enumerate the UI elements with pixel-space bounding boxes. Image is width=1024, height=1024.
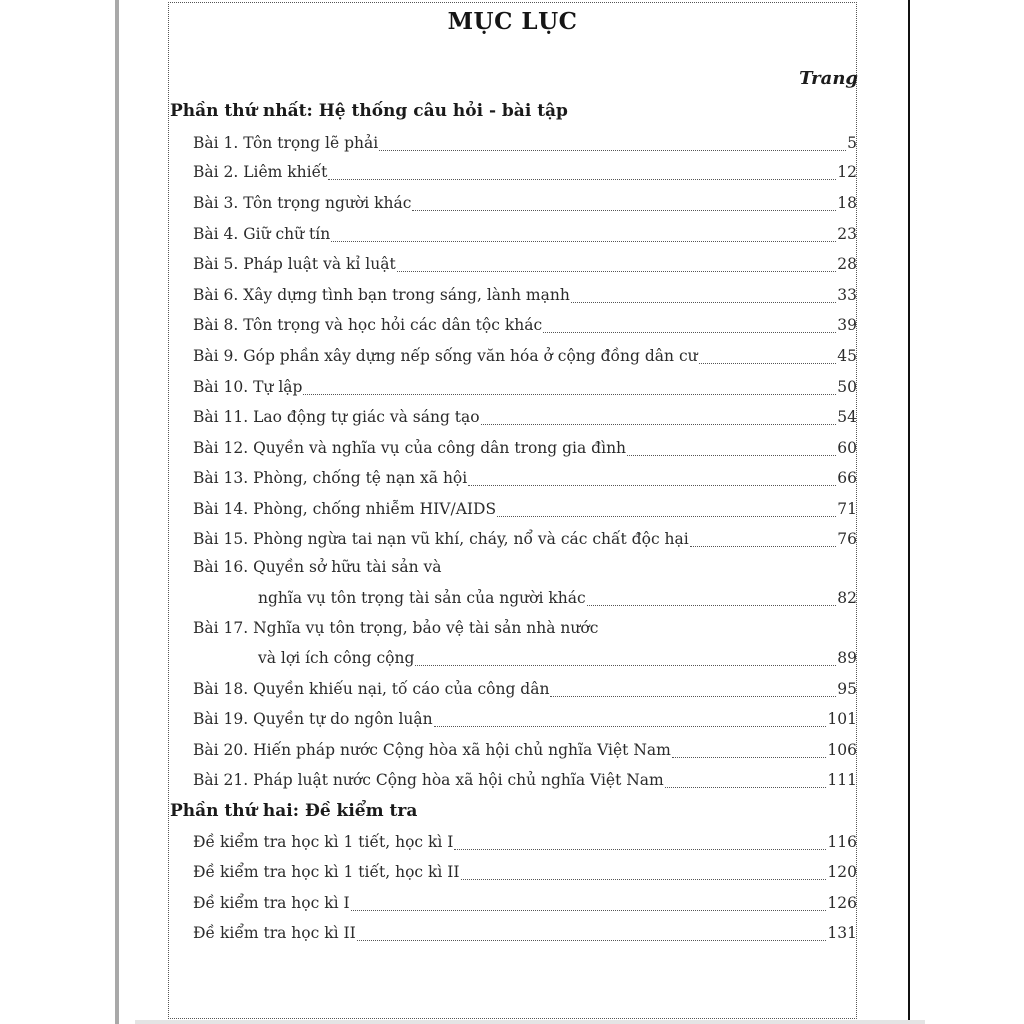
toc-entry-page: 95 [837,680,857,698]
toc-entry-label: Bài 20. Hiến pháp nước Cộng hòa xã hội chủ nghĩa Việt Nam [193,741,671,759]
toc-entry-label: Bài 8. Tôn trọng và học hỏi các dân tộc khác [193,316,543,334]
toc-entry-page: 120 [827,863,857,881]
toc-entry-page: 101 [827,710,857,728]
dot-leader [303,394,836,395]
dot-leader [412,210,836,211]
toc-entry[interactable] [193,316,857,338]
toc-entry-label: Bài 9. Góp phần xây dựng nếp sống văn hóa ở cộng đồng dân cư [193,347,698,365]
toc-entry[interactable] [193,194,857,216]
toc-entry-label: Đề kiểm tra học kì 1 tiết, học kì I [193,833,454,851]
page-bottom-edge [135,1020,925,1024]
toc-entry-page: 23 [837,225,857,243]
dot-leader [543,332,836,333]
part2-heading: Phần thứ hai: Đề kiểm tra [170,801,418,821]
toc-entry-label: Bài 19. Quyền tự do ngôn luận [193,710,433,728]
dot-leader [331,241,836,242]
toc-entry-page: 39 [837,316,857,334]
dot-leader [481,424,837,425]
toc-entry-label: Bài 10. Tự lập [193,378,303,396]
toc-entry[interactable] [193,347,857,369]
toc-entry-label: Bài 5. Pháp luật và kỉ luật [193,255,396,273]
toc-entry-page: 89 [837,649,857,667]
toc-entry-page: 111 [827,771,857,789]
dot-leader [665,787,827,788]
toc-entry-label: Bài 16. Quyền sở hữu tài sản và [193,558,442,576]
part1-heading: Phần thứ nhất: Hệ thống câu hỏi - bài tập [170,101,568,121]
toc-entry-label: Đề kiểm tra học kì II [193,924,356,942]
dot-leader [587,605,837,606]
dot-leader [627,455,836,456]
dot-leader [690,546,837,547]
toc-entry-page: 76 [837,530,857,548]
toc-entry-page: 18 [837,194,857,212]
dot-leader [468,485,836,486]
toc-entry[interactable] [193,741,857,763]
toc-entry[interactable] [193,255,857,277]
toc-entry-page: 5 [847,134,857,152]
toc-entry-label: nghĩa vụ tôn trọng tài sản của người khác [258,589,586,607]
dot-leader [699,363,837,364]
toc-entry-page: 50 [837,378,857,396]
toc-entry-page: 60 [837,439,857,457]
toc-entry-page: 45 [837,347,857,365]
toc-entry[interactable] [193,680,857,702]
toc-entry-page: 28 [837,255,857,273]
toc-entry-page: 33 [837,286,857,304]
toc-entry-page: 71 [837,500,857,518]
toc-entry[interactable] [193,378,857,400]
page-right-edge [908,0,910,1024]
toc-entry-page: 66 [837,469,857,487]
dot-leader [328,179,836,180]
toc-entry-label: Bài 6. Xây dựng tình bạn trong sáng, lành mạnh [193,286,570,304]
toc-entry-label: Bài 13. Phòng, chống tệ nạn xã hội [193,469,468,487]
toc-entry-page: 116 [827,833,857,851]
toc-entry-label: Bài 11. Lao động tự giác và sáng tạo [193,408,480,426]
toc-entry-label: và lợi ích công cộng [258,649,415,667]
toc-entry[interactable] [193,163,857,185]
dot-leader [461,879,827,880]
toc-entry-label: Đề kiểm tra học kì 1 tiết, học kì II [193,863,460,881]
toc-entry-page: 131 [827,924,857,942]
dot-leader [497,516,836,517]
toc-entry[interactable] [193,924,857,946]
toc-entry-label: Bài 1. Tôn trọng lẽ phải [193,134,379,152]
toc-entry-page: 106 [827,741,857,759]
toc-entry[interactable] [193,439,857,461]
toc-entry[interactable] [193,530,857,552]
toc-entry[interactable] [193,894,857,916]
dot-leader [397,271,837,272]
dot-leader [434,726,827,727]
toc-entry-continuation[interactable] [258,589,857,611]
dot-leader [454,849,826,850]
toc-entry-label: Bài 3. Tôn trọng người khác [193,194,412,212]
toc-entry[interactable] [193,771,857,793]
dot-leader [357,940,827,941]
toc-entry[interactable] [193,225,857,247]
toc-entry[interactable] [193,469,857,491]
page-column-label: Trang [799,68,858,89]
dot-leader [571,302,836,303]
toc-entry-label: Bài 14. Phòng, chống nhiễm HIV/AIDS [193,500,497,518]
toc-entry-page: 54 [837,408,857,426]
toc-entry-label: Bài 18. Quyền khiếu nại, tố cáo của công dân [193,680,550,698]
toc-entry[interactable] [193,558,857,580]
dot-leader [672,757,827,758]
toc-entry[interactable] [193,833,857,855]
toc-entry[interactable] [193,286,857,308]
toc-entry[interactable] [193,619,857,641]
toc-entry[interactable] [193,500,857,522]
toc-entry-continuation[interactable] [258,649,857,671]
dot-leader [415,665,836,666]
page-left-edge [115,0,119,1024]
toc-entry-label: Bài 2. Liêm khiết [193,163,328,181]
toc-entry-label: Bài 21. Pháp luật nước Cộng hòa xã hội chủ nghĩa Việt Nam [193,771,664,789]
toc-entry-label: Bài 17. Nghĩa vụ tôn trọng, bảo vệ tài sản nhà nước [193,619,599,637]
dot-leader [379,150,846,151]
toc-entry[interactable] [193,710,857,732]
toc-entry[interactable] [193,408,857,430]
toc-entry-label: Bài 4. Giữ chữ tín [193,225,331,243]
toc-entry-page: 12 [837,163,857,181]
toc-entry-page: 126 [827,894,857,912]
toc-entry[interactable] [193,134,857,156]
toc-entry-label: Bài 12. Quyền và nghĩa vụ của công dân trong gia đình [193,439,627,457]
dot-leader [550,696,836,697]
dot-leader [351,910,827,911]
toc-entry-page: 82 [837,589,857,607]
toc-entry-label: Đề kiểm tra học kì I [193,894,350,912]
page-title: MỤC LỤC [447,8,578,35]
toc-entry[interactable] [193,863,857,885]
toc-entry-label: Bài 15. Phòng ngừa tai nạn vũ khí, cháy, nổ và các chất độc hại [193,530,689,548]
